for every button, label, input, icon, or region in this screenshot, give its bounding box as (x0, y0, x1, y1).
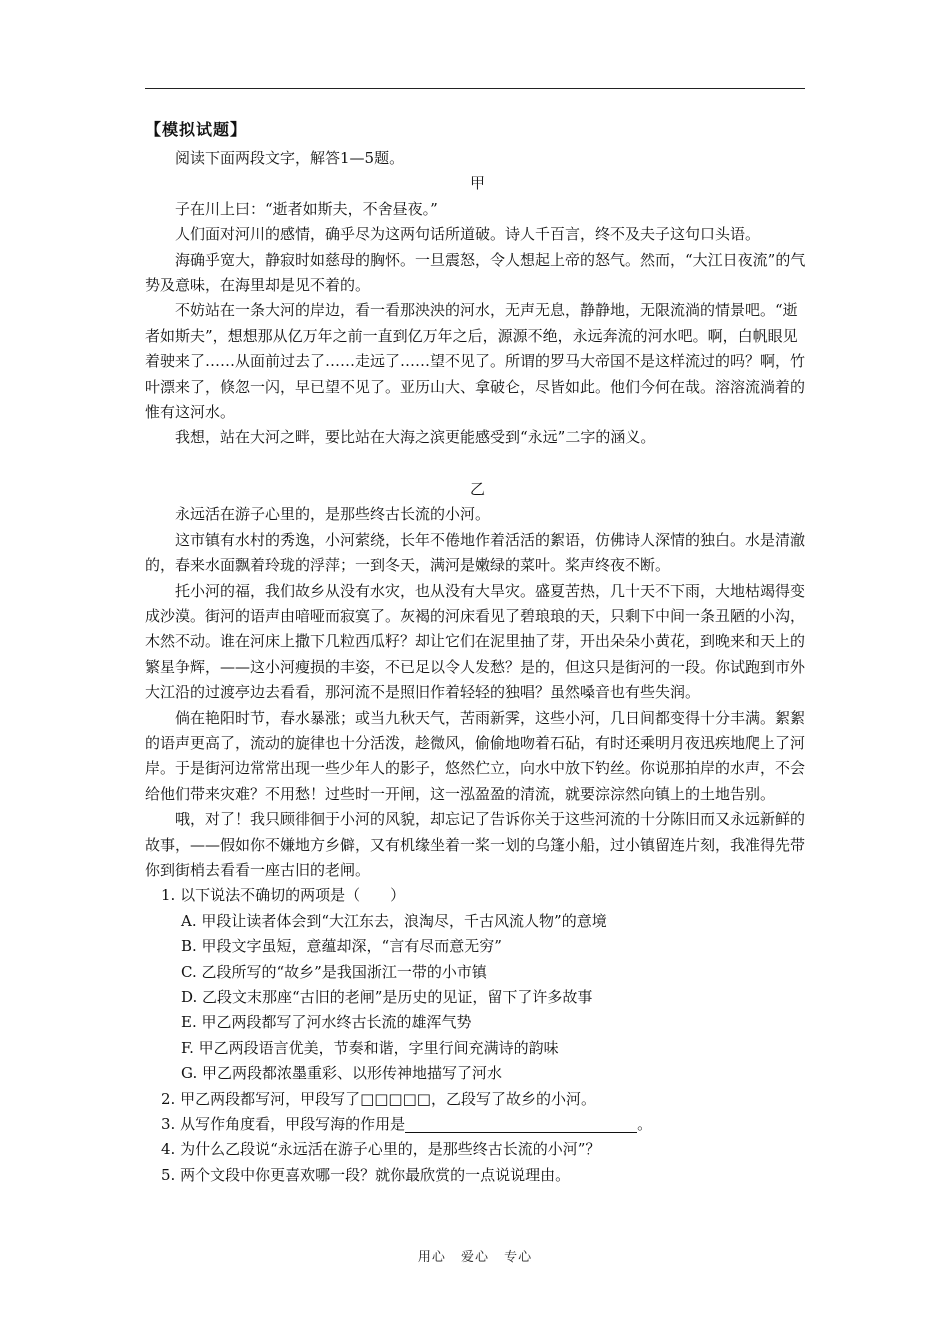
passage-yi-paragraph: 哦，对了！我只顾徘徊于小河的风貌，却忘记了告诉你关于这些河流的十分陈旧而又永远新鲜的故事，——假如你不嫌地方乡僻，又有机缘坐着一桨一划的乌篷小船，过小镇留连片刻，我准得先带你到街梢去看看一座古旧的老闸。 (145, 810, 806, 879)
question-1-option-e: E. 甲乙两段都写了河水终古长流的雄浑气势 (181, 1013, 472, 1032)
question-1-option-c: C. 乙段所写的“故乡”是我国浙江一带的小市镇 (181, 962, 487, 981)
passage-jia-paragraph: 不妨站在一条大河的岸边，看一看那泱泱的河水，无声无息，静静地，无限流淌的情景吧。“逝者如斯夫”，想想那从亿万年之前一直到亿万年之后，源源不绝，永远奔流的河水吧。啊，白帆眼见着驶来了……从面前过去了……走远了……望不见了。所谓的罗马大帝国不是这样流过的吗？啊，竹叶漂来了，倏忽一闪，早已望不见了。亚历山大、拿破仑，尽皆如此。他们今何在哉。溶溶流淌着的惟有这河水。 (145, 301, 806, 422)
page-footer: 用心 爱心 专心 (417, 1250, 533, 1265)
header-rule (145, 88, 805, 89)
question-1-option-a: A. 甲段让读者体会到“大江东去，浪淘尽，千古风流人物”的意境 (181, 911, 607, 930)
passage-jia-paragraph: 我想，站在大河之畔，要比站在大海之滨更能感受到“永远”二字的涵义。 (175, 428, 656, 447)
passage-jia-heading: 甲 (469, 174, 485, 193)
question-3 (145, 1112, 810, 1137)
passage-yi-paragraph: 永远活在游子心里的，是那些终古长流的小河。 (175, 505, 491, 524)
question-1-option-g: G. 甲乙两段都浓墨重彩、以形传神地描写了河水 (181, 1064, 502, 1083)
section-title: 【模拟试题】 (145, 120, 248, 139)
question-1-option-d: D. 乙段文末那座“古旧的老闸”是历史的见证，留下了许多故事 (181, 988, 593, 1006)
passage-yi-paragraph: 托小河的福，我们故乡从没有水灾，也从没有大旱灾。盛夏苦热，几十天不下雨，大地枯竭得变成沙漠。街河的语声由喑哑而寂寞了。灰褐的河床看见了碧琅琅的天，只剩下中间一条丑陋的小沟，木然不动。谁在河床上撒下几粒西瓜籽？却让它们在泥里抽了芽，开出朵朵小黄花，到晚来和天上的繁星争辉，——这小河瘦损的丰姿，不已足以令人发愁？是的，但这只是街河的一段。你试跑到市外大江沿的过渡亭边去看看，那河流不是照旧作着轻轻的独唱？虽然嗓音也有些失润。 (145, 581, 806, 702)
passage-yi-paragraph: 倘在艳阳时节，春水暴涨；或当九秋天气，苦雨新霁，这些小河，几日间都变得十分丰满。絮絮的语声更高了，流动的旋律也十分活泼，趁微风，偷偷地吻着石砧，有时还乘明月夜迅疾地爬上了河岸。于是街河边常常出现一些少年人的影子，悠然伫立，向水中放下钓丝。你说那拍岸的水声，不会给他们带来灾难？不用愁！过些时一开闸，这一泓盈盈的清流，就要淙淙然向镇上的土地告别。 (145, 708, 806, 803)
passage-yi-heading: 乙 (469, 479, 485, 498)
question-1-option-b: B. 甲段文字虽短，意蕴却深，“言有尽而意无穷” (181, 937, 502, 956)
question-4: 4. 为什么乙段说“永远活在游子心里的，是那些终古长流的小河”？ (161, 1140, 601, 1159)
intro-text: 阅读下面两段文字，解答1—5题。 (175, 149, 405, 167)
question-3-text: 3. 从写作角度看，甲段写海的作用是 (161, 1115, 406, 1134)
passage-jia-paragraph: 子在川上曰：“逝者如斯夫，不舍昼夜。” (175, 199, 438, 218)
question-1: 1. 以下说法不确切的两项是（ ） (161, 886, 406, 905)
passage-jia-paragraph: 海确乎宽大，静寂时如慈母的胸怀。一旦震怒，令人想起上帝的怒气。然而，“大江日夜流”的气势及意味，在海里却是见不着的。 (145, 250, 806, 295)
passage-gap (145, 451, 810, 477)
document-page (145, 118, 810, 1188)
answer-blank-line (405, 1115, 637, 1133)
question-1-option-f: F. 甲乙两段语言优美，节奏和谐，字里行间充满诗的韵味 (181, 1038, 559, 1057)
passage-yi-paragraph: 这市镇有水村的秀逸，小河萦绕，长年不倦地作着活活的絮语，仿佛诗人深情的独白。水是清澈的，春来水面飘着玲珑的浮萍；一到冬天，满河是嫩绿的菜叶。桨声终夜不断。 (145, 530, 806, 575)
question-3-end: 。 (637, 1115, 653, 1134)
passage-jia-paragraph: 人们面对河川的感情，确乎尽为这两句话所道破。诗人千百言，终不及夫子这句口头语。 (175, 225, 761, 244)
question-5: 5. 两个文段中你更喜欢哪一段？就你最欣赏的一点说说理由。 (161, 1165, 571, 1184)
question-2: 2. 甲乙两段都写河，甲段写了□□□□□，乙段写了故乡的小河。 (161, 1089, 596, 1108)
